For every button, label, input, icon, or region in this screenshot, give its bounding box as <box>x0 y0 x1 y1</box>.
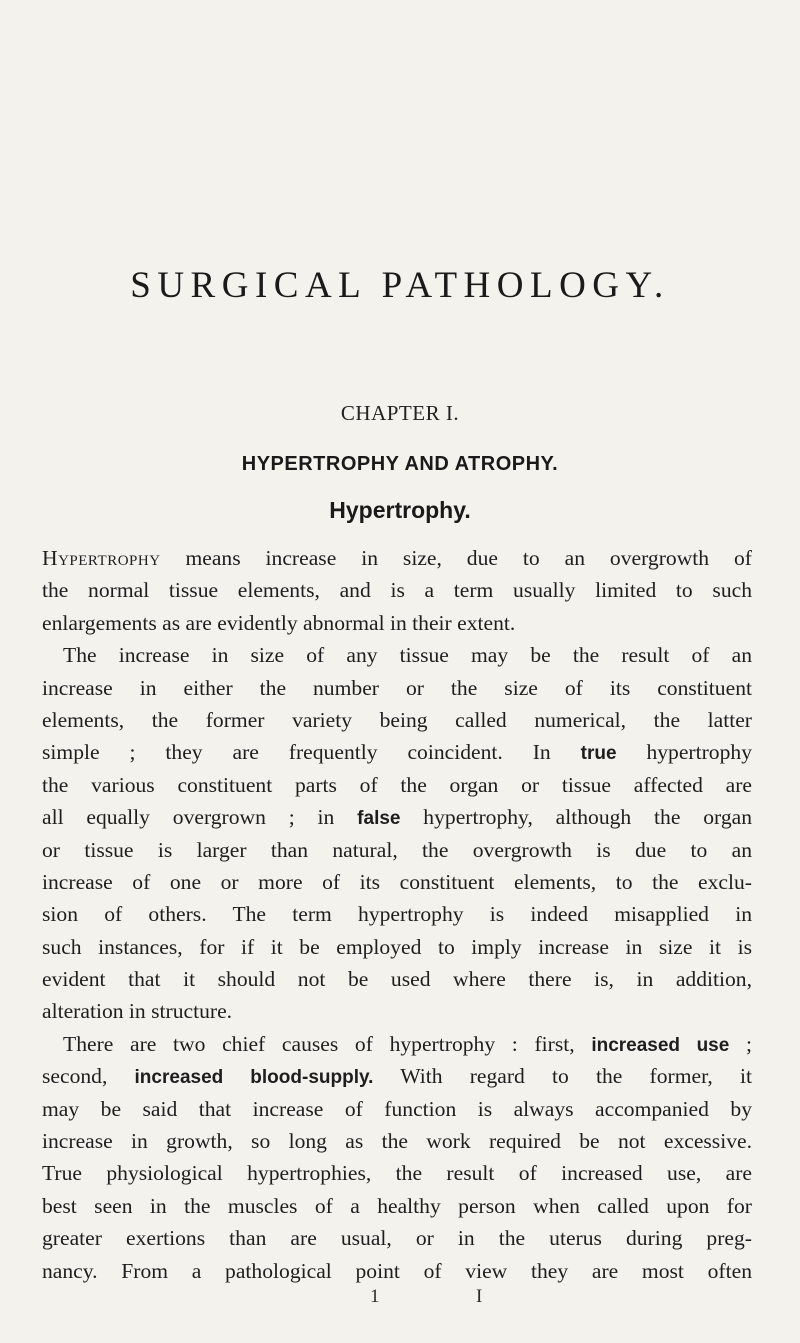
book-title: SURGICAL PATHOLOGY. <box>130 265 670 306</box>
text-line: the various constituent parts of the organ or tissue affected are <box>42 772 752 797</box>
text-line: enlargements as are evidently abnormal in their extent. <box>42 610 516 635</box>
text-line: or tissue is larger than natural, the overgrowth is due to an <box>42 837 752 862</box>
text-line: The increase in size of any tissue may be the result of an <box>63 643 752 668</box>
text-line: such instances, for if it be employed to imply increase in size it is <box>42 934 752 959</box>
text-line: sion of others. The term hypertrophy is indeed misapplied in <box>42 902 752 927</box>
signature-mark: I <box>476 1286 483 1307</box>
chapter-heading: CHAPTER I. <box>340 401 460 425</box>
text-line: may be said that increase of function is always accompanied by <box>42 1096 752 1121</box>
text-line: best seen in the muscles of a healthy person when called upon for <box>42 1193 752 1218</box>
text-line: increase in growth, so long as the work required be not excessive. <box>42 1129 752 1154</box>
text-line: There are two chief causes of hypertrophy : first, increased use ; <box>63 1031 752 1056</box>
text-line: increase of one or more of its constituent elements, to the exclu- <box>42 869 752 894</box>
text-line: elements, the former variety being called numerical, the latter <box>42 707 752 732</box>
text-line: the normal tissue elements, and is a term usually limited to such <box>42 578 752 603</box>
text-line: alteration in structure. <box>42 999 233 1024</box>
text-line: second, increased blood-supply. With regard to the former, it <box>42 1064 752 1089</box>
text-line: simple ; they are frequently coincident. In true hypertrophy <box>42 740 752 765</box>
body-text <box>42 542 752 1287</box>
page-number: 1 <box>370 1286 380 1307</box>
bold-term: increased use <box>591 1034 730 1056</box>
lead-word: Hypertrophy <box>42 546 161 570</box>
bold-term: increased blood-supply. <box>134 1067 374 1089</box>
text-line: nancy. From a pathological point of view they are most often <box>42 1258 752 1283</box>
text-line: increase in either the number or the size of its constituent <box>42 675 752 700</box>
text-line: Hypertrophy means increase in size, due to an overgrowth of <box>42 546 752 570</box>
text-line: greater exertions than are usual, or in the uterus during preg- <box>42 1226 752 1251</box>
text-line: evident that it should not be used where there is, in addition, <box>42 967 752 992</box>
section-heading: HYPERTROPHY AND ATROPHY. <box>241 453 559 475</box>
bold-term: false <box>357 808 401 830</box>
text-line: True physiological hypertrophies, the result of increased use, are <box>42 1161 752 1186</box>
subsection-heading: Hypertrophy. <box>329 497 471 523</box>
text-line: all equally overgrown ; in false hypertrophy, although the organ <box>42 805 753 830</box>
bold-term: true <box>580 743 617 765</box>
